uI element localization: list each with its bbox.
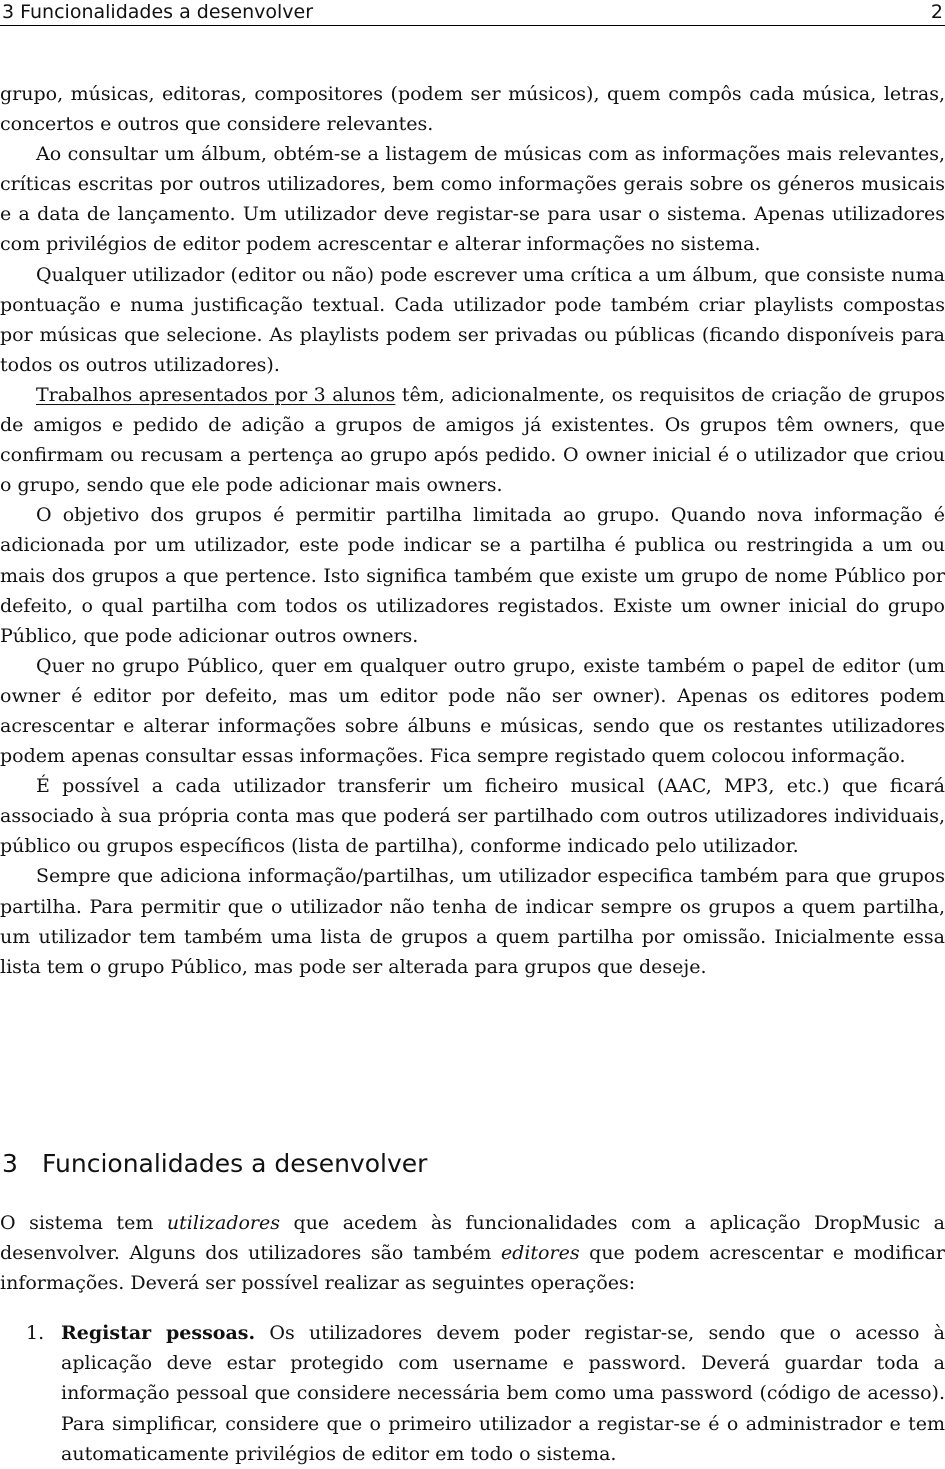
page-number: 2	[930, 1, 943, 23]
header-title: 3 Funcionalidades a desenvolver	[2, 1, 314, 23]
paragraph-editor-role: Quer no grupo Público, quer em qualquer outro grupo, existe também o papel de editor (um owner é editor por defeito, mas um editor pode não ser owner). Apenas os editores podem acrescentar e alterar informações sobre álbuns e músicas, sendo que os restantes utilizadores podem apenas consultar essas informações. Fica sempre registado quem colocou informação.	[0, 654, 945, 768]
intro-emphasis-editors: editores	[500, 1242, 580, 1265]
paragraph-critique: Qualquer utilizador (editor ou não) pode escrever uma crítica a um álbum, que consiste numa pontuação e numa justificação textual. Cada utilizador pode também criar playlists compostas por músicas que selecione. As playlists podem ser privadas ou públicas (ficando disponíveis para todos os outros utilizadores).	[0, 263, 945, 376]
section-heading	[2, 1148, 427, 1180]
section-title: Funcionalidades a desenvolver	[42, 1149, 428, 1178]
paragraph-groups-objective: O objetivo dos grupos é permitir partilha limitada ao grupo. Quando nova informação é adicionada por um utilizador, este pode indicar se a partilha é publica ou restringida a um ou mais dos grupos a que pertence. Isto significa também que existe um grupo de nome Público por defeito, o qual partilha com todos os utilizadores registados. Existe um owner inicial do grupo Público, que pode adicionar outros owners.	[0, 504, 945, 647]
section-number: 3	[2, 1149, 18, 1178]
intro-text-1: O sistema tem	[0, 1212, 167, 1234]
intro-text-3: que podem acrescentar e modificar informações. Deverá ser possível realizar as seguintes operações:	[0, 1242, 945, 1295]
section-intro	[0, 1208, 945, 1298]
list-item-text: Os utilizadores devem poder registar-se, sendo que o acesso à aplicação deve estar protegido com username e password. Deverá guardar toda a informação pessoal que considere necessária bem como uma password (código de acesso). Para simplificar, considere que o primeiro utilizador a registar-se é o administrador e tem automaticamente privilégios de editor em todo o sistema.	[61, 1322, 945, 1465]
operations-list	[0, 1318, 945, 1468]
paragraph-sharing-default: Sempre que adiciona informação/partilhas, um utilizador especifica também para que grupos partilha. Para permitir que o utilizador não tenha de indicar sempre os grupos a quem partilha, um utilizador tem também uma lista de grupos a quem partilha por omissão. Inicialmente essa lista tem o grupo Público, mas pode ser alterada para grupos que deseje.	[0, 865, 945, 978]
list-item-number: 1.	[26, 1322, 45, 1345]
intro-emphasis-users: utilizadores	[166, 1212, 280, 1234]
paragraph-three-students	[0, 380, 945, 500]
list-item-title: Registar pessoas.	[61, 1322, 256, 1345]
list-item	[0, 1318, 945, 1468]
intro-text-2: que acedem às funcionalidades com a aplicação DropMusic a desenvolver. Alguns dos utilizadores são também	[0, 1212, 945, 1265]
paragraph-three-students-text: têm, adicionalmente, os requisitos de criação de grupos de amigos e pedido de adição a grupos de amigos já existentes. Os grupos têm owners, que confirmam ou recusam a pertença ao grupo após pedido. O owner inicial é o utilizador que criou o grupo, sendo que ele pode adicionar mais owners.	[0, 383, 945, 497]
running-header	[0, 0, 945, 26]
paragraph-file-transfer: É possível a cada utilizador transferir um ficheiro musical (AAC, MP3, etc.) que ficará associado à sua própria conta mas que poderá ser partilhado com outros utilizadores individuais, público ou grupos específicos (lista de partilha), conforme indicado pelo utilizador.	[0, 775, 945, 858]
paragraph-album-consult: Ao consultar um álbum, obtém-se a listagem de músicas com as informações mais relevantes, críticas escritas por outros utilizadores, bem como informações gerais sobre os géneros musicais e a data de lançamento. Um utilizador deve registar-se para usar o sistema. Apenas utilizadores com privilégios de editor podem acrescentar e alterar informações no sistema.	[0, 143, 945, 256]
section-body	[0, 1208, 945, 1469]
body-text	[0, 79, 945, 982]
underlined-phrase: Trabalhos apresentados por 3 alunos	[36, 383, 396, 406]
paragraph-continuation: grupo, músicas, editoras, compositores (podem ser músicos), quem compôs cada música, letras, concertos e outros que considere relevantes.	[0, 83, 945, 136]
